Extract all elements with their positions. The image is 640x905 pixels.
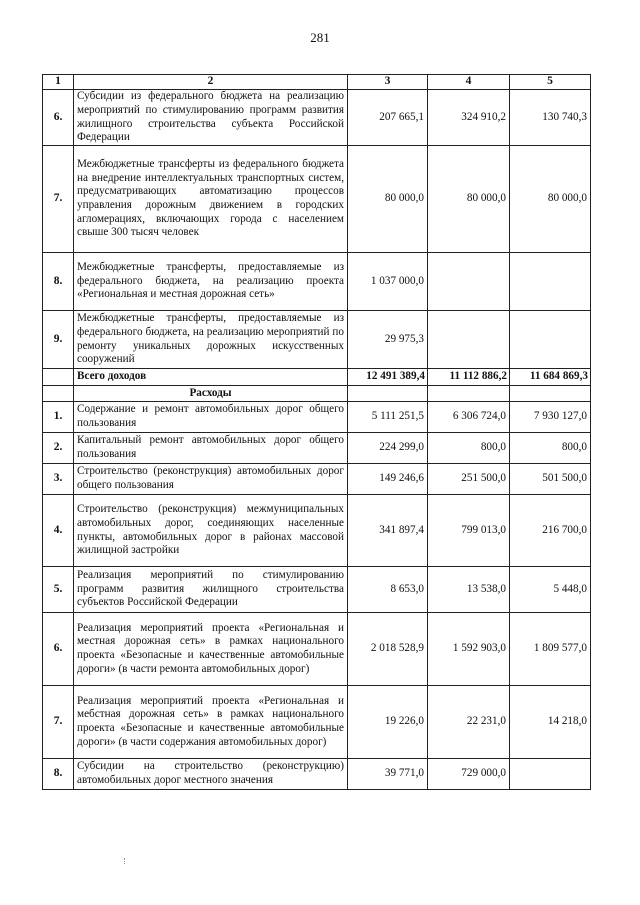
column-header-5: 5 <box>510 75 591 90</box>
section-empty-cell <box>348 386 428 402</box>
value-col-4: 22 231,0 <box>428 686 510 759</box>
section-empty-cell <box>510 386 591 402</box>
total-row <box>43 369 591 386</box>
scan-artifact <box>124 858 127 864</box>
row-description: Субсидии из федерального бюджета на реализацию мероприятий по стимулированию программ развития жилищного строительства субъекта Российской Федерации <box>74 90 348 146</box>
column-header-3: 3 <box>348 75 428 90</box>
value-col-4: 1 592 903,0 <box>428 613 510 686</box>
value-col-4: 799 013,0 <box>428 495 510 567</box>
column-header-4: 4 <box>428 75 510 90</box>
value-col-4: 6 306 724,0 <box>428 402 510 433</box>
value-col-5 <box>510 253 591 311</box>
row-number: 2. <box>43 433 74 464</box>
row-description: Содержание и ремонт автомобильных дорог общего пользования <box>74 402 348 433</box>
table-row <box>43 146 591 253</box>
value-col-3: 1 037 000,0 <box>348 253 428 311</box>
value-col-5: 7 930 127,0 <box>510 402 591 433</box>
row-number: 5. <box>43 567 74 613</box>
row-description: Реализация мероприятий проекта «Региональная и местная дорожная сеть» в рамках национального проекта «Безопасные и качественные автомобильные дороги» (в части ремонта автомобильных дорог) <box>74 613 348 686</box>
row-number: 3. <box>43 464 74 495</box>
row-number: 7. <box>43 686 74 759</box>
section-empty-cell <box>428 386 510 402</box>
row-number: 6. <box>43 613 74 686</box>
value-col-5 <box>510 311 591 369</box>
total-col-4: 11 112 886,2 <box>428 369 510 386</box>
row-number: 6. <box>43 90 74 146</box>
budget-table <box>42 74 591 790</box>
row-number: 9. <box>43 311 74 369</box>
section-title: Расходы <box>74 386 348 402</box>
total-col-5: 11 684 869,3 <box>510 369 591 386</box>
table-row <box>43 567 591 613</box>
table-row <box>43 464 591 495</box>
value-col-3: 2 018 528,9 <box>348 613 428 686</box>
column-header-1: 1 <box>43 75 74 90</box>
value-col-3: 29 975,3 <box>348 311 428 369</box>
column-header-2: 2 <box>74 75 348 90</box>
row-description: Капитальный ремонт автомобильных дорог общего пользования <box>74 433 348 464</box>
section-number-cell <box>43 386 74 402</box>
value-col-3: 80 000,0 <box>348 146 428 253</box>
section-header-row <box>43 386 591 402</box>
value-col-4: 13 538,0 <box>428 567 510 613</box>
value-col-4: 324 910,2 <box>428 90 510 146</box>
value-col-4: 729 000,0 <box>428 759 510 790</box>
table-row <box>43 686 591 759</box>
table-row <box>43 433 591 464</box>
total-label: Всего доходов <box>74 369 348 386</box>
row-number: 8. <box>43 759 74 790</box>
table-row <box>43 759 591 790</box>
page-number: 281 <box>310 30 330 45</box>
value-col-3: 39 771,0 <box>348 759 428 790</box>
value-col-5: 14 218,0 <box>510 686 591 759</box>
value-col-4 <box>428 311 510 369</box>
value-col-3: 149 246,6 <box>348 464 428 495</box>
value-col-5 <box>510 759 591 790</box>
row-description: Межбюджетные трансферты из федерального бюджета на внедрение интеллектуальных транспортных систем, предусматривающих автоматизацию процессов управления дорожным движением в городских агломерациях, включающих города с населением свыше 300 тысяч человек <box>74 146 348 253</box>
value-col-3: 207 665,1 <box>348 90 428 146</box>
value-col-4: 800,0 <box>428 433 510 464</box>
value-col-4: 80 000,0 <box>428 146 510 253</box>
row-description: Строительство (реконструкция) межмуниципальных автомобильных дорог, соединяющих населенные пункты, автомобильных дорог в районах массовой жилищной застройки <box>74 495 348 567</box>
table-row <box>43 495 591 567</box>
row-description: Межбюджетные трансферты, предоставляемые из федерального бюджета, на реализацию мероприятий по ремонту уникальных дорожных искусственных сооружений <box>74 311 348 369</box>
table-row <box>43 253 591 311</box>
row-description: Субсидии на строительство (реконструкцию) автомобильных дорог местного значения <box>74 759 348 790</box>
value-col-4 <box>428 253 510 311</box>
value-col-5: 130 740,3 <box>510 90 591 146</box>
value-col-4: 251 500,0 <box>428 464 510 495</box>
row-description: Реализация мероприятий проекта «Региональная и мебстная дорожная сеть» в рамках национального проекта «Безопасные и качественные автомобильные дороги» (в части содержания автомобильных дорог) <box>74 686 348 759</box>
row-number: 1. <box>43 402 74 433</box>
row-number: 8. <box>43 253 74 311</box>
row-number: 7. <box>43 146 74 253</box>
value-col-3: 19 226,0 <box>348 686 428 759</box>
row-description: Строительство (реконструкция) автомобильных дорог общего пользования <box>74 464 348 495</box>
table-row <box>43 311 591 369</box>
value-col-5: 501 500,0 <box>510 464 591 495</box>
value-col-3: 224 299,0 <box>348 433 428 464</box>
row-number: 4. <box>43 495 74 567</box>
value-col-5: 1 809 577,0 <box>510 613 591 686</box>
row-description: Межбюджетные трансферты, предоставляемые из федерального бюджета, на реализацию проекта «Региональная и местная дорожная сеть» <box>74 253 348 311</box>
total-col-3: 12 491 389,4 <box>348 369 428 386</box>
value-col-5: 5 448,0 <box>510 567 591 613</box>
value-col-5: 80 000,0 <box>510 146 591 253</box>
value-col-5: 216 700,0 <box>510 495 591 567</box>
table-row <box>43 613 591 686</box>
value-col-5: 800,0 <box>510 433 591 464</box>
row-description: Реализация мероприятий по стимулированию программ развития жилищного строительства субъектов Российской Федерации <box>74 567 348 613</box>
value-col-3: 5 111 251,5 <box>348 402 428 433</box>
value-col-3: 341 897,4 <box>348 495 428 567</box>
table-row <box>43 402 591 433</box>
total-number-cell <box>43 369 74 386</box>
value-col-3: 8 653,0 <box>348 567 428 613</box>
table-header-row <box>43 75 591 90</box>
table-row <box>43 90 591 146</box>
